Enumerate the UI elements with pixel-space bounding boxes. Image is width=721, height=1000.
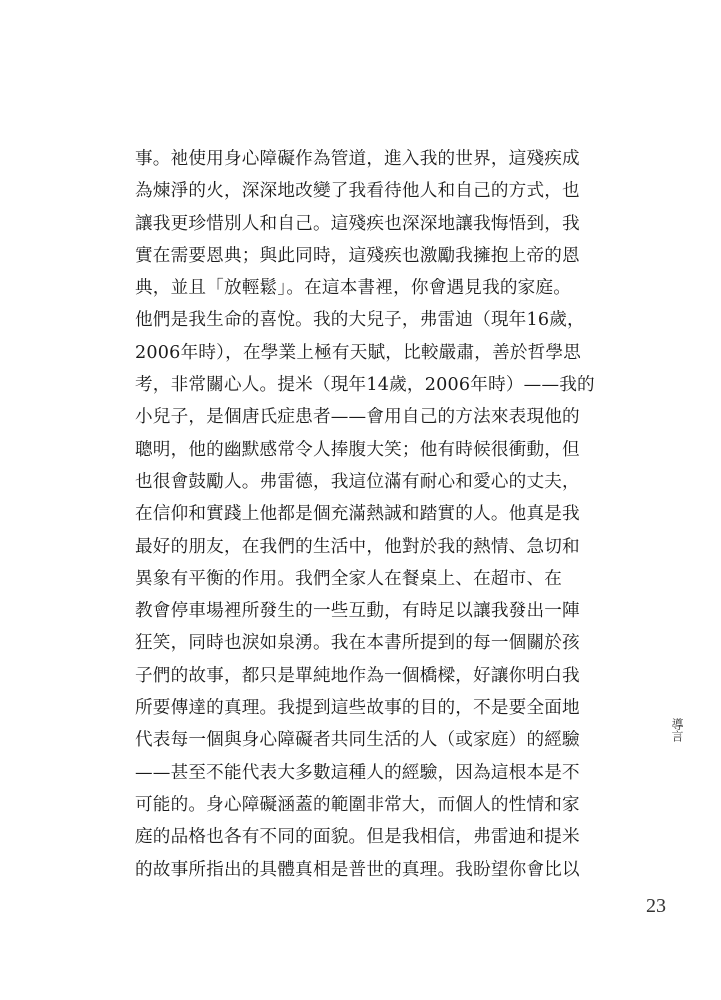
text-line: 狂笑，同時也淚如泉湧。我在本書所提到的每一個關於孩 — [135, 633, 580, 654]
text-line: 實在需要恩典；與此同時，這殘疾也激勵我擁抱上帝的恩 — [135, 245, 580, 266]
text-line: 異象有平衡的作用。我們全家人在餐桌上、在超市、在 — [135, 568, 563, 589]
text-line: 教會停車場裡所發生的一些互動，有時足以讓我發出一陣 — [135, 601, 580, 622]
text-line: 典，並且「放輕鬆」。在這本書裡，你會遇見我的家庭。 — [135, 278, 572, 299]
text-line: 2006年時），在學業上極有天賦，比較嚴肅，善於哲學思 — [135, 342, 582, 363]
text-line: 所要傳達的真理。我提到這些故事的目的，不是要全面地 — [135, 698, 580, 719]
running-head: 導言 — [670, 718, 684, 742]
body-text — [135, 143, 605, 886]
text-line: 讓我更珍惜別人和自己。這殘疾也深深地讓我悔悟到，我 — [135, 213, 580, 234]
text-line: 小兒子，是個唐氏症患者——會用自己的方法來表現他的 — [135, 407, 580, 428]
text-line: 最好的朋友，在我們的生活中，他對於我的熱情、急切和 — [135, 536, 580, 557]
text-line: 他們是我生命的喜悅。我的大兒子，弗雷迪（現年16歲， — [135, 310, 585, 331]
text-line: ——甚至不能代表大多數這種人的經驗，因為這根本是不 — [135, 762, 580, 783]
text-line: 可能的。身心障礙涵蓋的範圍非常大，而個人的性情和家 — [135, 794, 580, 815]
text-line: 代表每一個與身心障礙者共同生活的人（或家庭）的經驗 — [135, 730, 580, 751]
text-line: 考，非常關心人。提米（現年14歲，2006年時）——我的 — [135, 375, 595, 396]
text-line: 庭的品格也各有不同的面貌。但是我相信，弗雷迪和提米 — [135, 827, 580, 848]
text-line: 聰明，他的幽默感常令人捧腹大笑；他有時候很衝動，但 — [135, 439, 580, 460]
text-line: 事。祂使用身心障礙作為管道，進入我的世界，這殘疾成 — [135, 149, 580, 169]
text-line: 在信仰和實踐上他都是個充滿熱誠和踏實的人。他真是我 — [135, 504, 580, 525]
page-number: 23 — [646, 895, 666, 917]
text-line: 也很會鼓勵人。弗雷德，我這位滿有耐心和愛心的丈夫， — [135, 471, 580, 492]
text-line: 子們的故事，都只是單純地作為一個橋樑，好讓你明白我 — [135, 665, 580, 686]
text-line: 為煉淨的火，深深地改變了我看待他人和自己的方式，也 — [135, 181, 580, 202]
text-line: 的故事所指出的具體真相是普世的真理。我盼望你會比以 — [135, 859, 580, 880]
